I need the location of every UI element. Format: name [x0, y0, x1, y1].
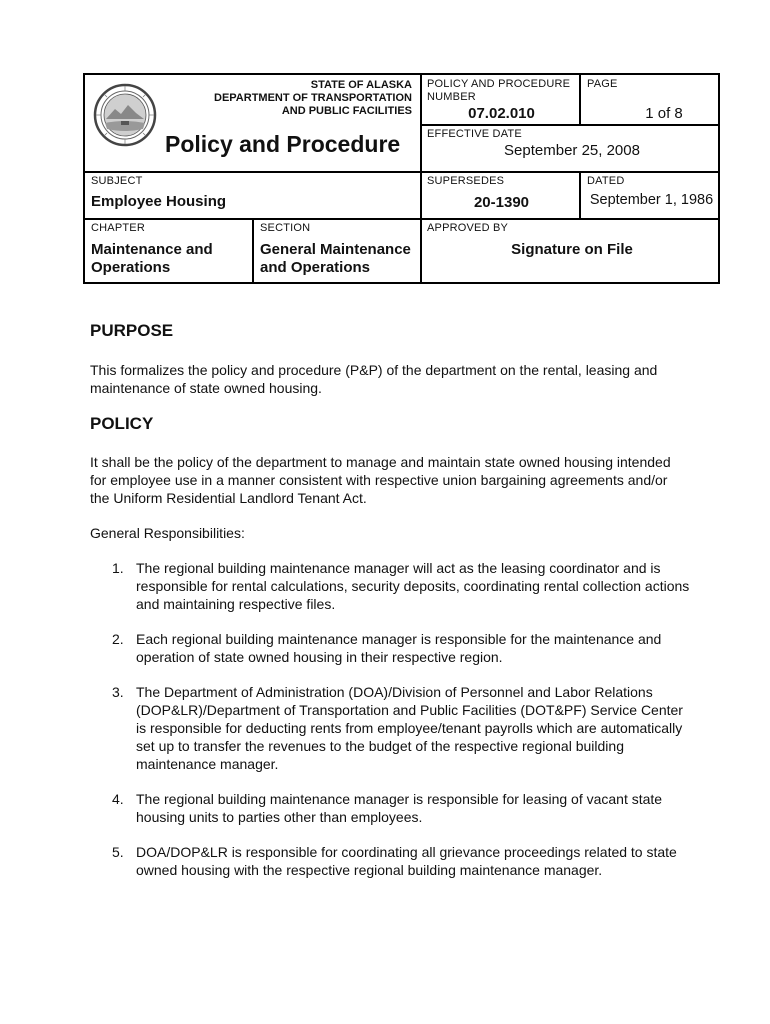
list-item-text: DOA/DOP&LR is responsible for coordinating all grievance proceedings related to state owned housing with the respective regional building maintenance manager. [136, 844, 677, 878]
list-item [90, 683, 690, 773]
dated-value: September 1, 1986 [589, 192, 714, 208]
approved-by-label: APPROVED BY [427, 222, 509, 234]
policy-number: 07.02.010 [468, 105, 535, 122]
chapter-label: CHAPTER [91, 222, 145, 234]
responsibilities-list [90, 559, 690, 896]
list-item [90, 790, 690, 826]
chapter-cell [85, 218, 252, 284]
page-label: PAGE [587, 78, 618, 90]
responsibilities-label: General Responsibilities: [90, 525, 245, 541]
list-item-number: 3. [112, 684, 124, 700]
dated-cell [579, 171, 720, 218]
list-item-number: 5. [112, 844, 124, 860]
policy-header-table [83, 73, 720, 284]
policy-number-label: POLICY AND PROCEDURE NUMBER [427, 78, 571, 103]
list-item-text: The Department of Administration (DOA)/Division of Personnel and Labor Relations (DOP&LR)/Department of Transportation and Public Facilities (DOT&PF) Service Center is responsible for deducting rents from employee/tenant payrolls which are automatically set up to transfer the revenues to the budget of the respective regional building maintenance manager. [136, 684, 683, 772]
header-title-block [85, 75, 420, 171]
agency-name: STATE OF ALASKA DEPARTMENT OF TRANSPORTATION AND PUBLIC FACILITIES [214, 79, 412, 117]
state-seal-icon [93, 83, 157, 147]
policy-number-cell [420, 75, 579, 124]
page-cell [579, 75, 720, 124]
list-item-text: The regional building maintenance manager is responsible for leasing of vacant state housing units to parties other than employees. [136, 791, 663, 825]
list-item-number: 1. [112, 560, 124, 576]
effective-date-label: EFFECTIVE DATE [427, 128, 522, 140]
policy-text: It shall be the policy of the department to manage and maintain state owned housing intended for employee use in a manner consistent with respective union bargaining agreements and/or the Uniform Residential Landlord Tenant Act. [90, 454, 671, 506]
approved-by: Signature on File [511, 241, 633, 258]
list-item-number: 4. [112, 791, 124, 807]
subject-label: SUBJECT [91, 175, 143, 187]
section-cell [252, 218, 420, 284]
supersedes-number: 20-1390 [473, 194, 530, 211]
subject: Employee Housing [91, 193, 227, 210]
list-item [90, 843, 690, 879]
subject-cell [85, 171, 420, 218]
section: General Maintenance and Operations [260, 241, 411, 276]
list-item-text: Each regional building maintenance manager is responsible for the maintenance and operation of state owned housing in their respective region. [136, 631, 662, 665]
policy-heading: POLICY [90, 414, 154, 433]
section-label: SECTION [260, 222, 311, 234]
list-item [90, 630, 690, 666]
effective-date: September 25, 2008 [504, 142, 640, 159]
effective-date-cell [420, 124, 720, 171]
dated-label: DATED [587, 175, 625, 187]
document-title: Policy and Procedure [165, 131, 401, 157]
page-number: 1 of 8 [645, 105, 683, 122]
list-item [90, 559, 690, 613]
chapter: Maintenance and Operations [91, 241, 213, 276]
supersedes-label: SUPERSEDES [427, 175, 505, 187]
supersedes-cell [420, 171, 579, 218]
purpose-text: This formalizes the policy and procedure (P&P) of the department on the rental, leasing and maintenance of state owned housing. [90, 362, 658, 396]
list-item-text: The regional building maintenance manager will act as the leasing coordinator and is responsible for rental calculations, security deposits, coordinating rental collection actions and maintaining respective files. [136, 560, 690, 612]
purpose-heading: PURPOSE [90, 321, 174, 340]
approved-by-cell [420, 218, 720, 284]
list-item-number: 2. [112, 631, 124, 647]
